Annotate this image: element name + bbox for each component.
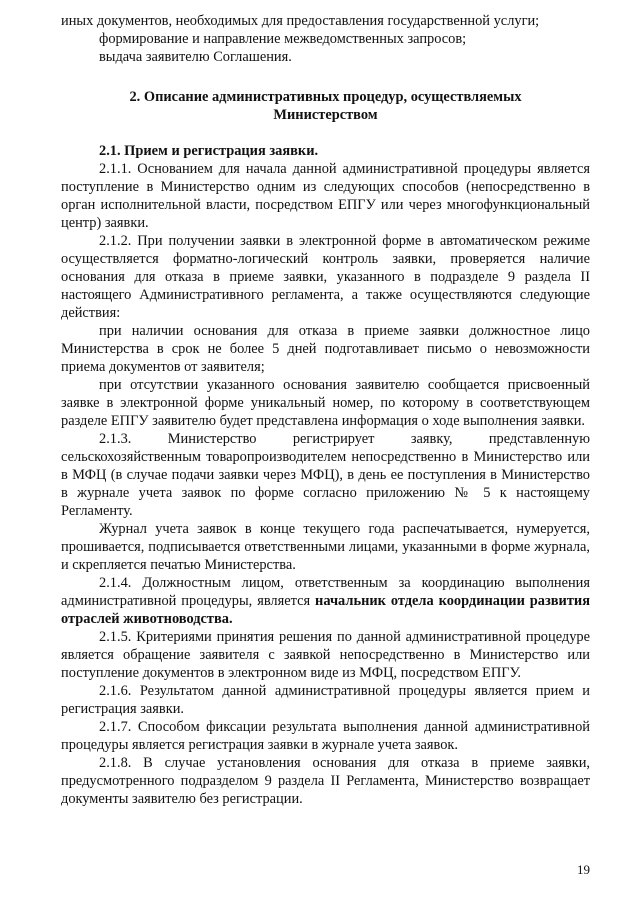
- paragraph-2-1-4-bold: начальник отдела координации развития отраслей животноводства.: [61, 593, 590, 627]
- section-title-line-2: Министерством: [273, 107, 378, 123]
- paragraph-2-1-3: 2.1.3. Министерство регистрирует заявку, представленную сельскохозяйственным товаропроизводителем непосредственно в Министерство или в МФЦ (в случае подачи заявки через МФЦ), в день ее поступления в Министерство в журнале учета заявок по форме согласно приложению № 5 к настоящему Регламенту.: [61, 431, 590, 519]
- document-body: [61, 12, 590, 808]
- intro-line-1: иных документов, необходимых для предоставления государственной услуги;: [61, 13, 540, 29]
- intro-line-2: формирование и направление межведомственных запросов;: [99, 31, 467, 47]
- paragraph-2-1-5: 2.1.5. Критериями принятия решения по данной административной процедуре является обращение заявителя с заявкой непосредственно в Министерство или поступление документов в электронном виде из МФЦ, посредством ЕПГУ.: [61, 629, 590, 681]
- intro-line-3: выдача заявителю Соглашения.: [99, 49, 292, 65]
- paragraph-2-1-2-b: при отсутствии указанного основания заявителю сообщается присвоенный заявке в электронной форме уникальный номер, по которому в соответствующем разделе ЕПГУ заявителю будет представлена информация о ходе выполнения заявки.: [61, 377, 590, 429]
- section-title: [61, 88, 590, 124]
- paragraph-2-1-2: 2.1.2. При получении заявки в электронной форме в автоматическом режиме осуществляется форматно-логический контроль заявки, проверяется наличие основания для отказа в приеме заявки, указанного в подразделе 9 раздела II настоящего Административного регламента, а также осуществляются следующие действия:: [61, 233, 590, 321]
- paragraph-2-1-6: 2.1.6. Результатом данной административной процедуры является прием и регистрация заявки.: [61, 683, 590, 717]
- paragraph-2-1-3-b: Журнал учета заявок в конце текущего года распечатывается, нумеруется, прошивается, подписывается ответственными лицами, указанными в форме журнала, и скрепляется печатью Министерства.: [61, 521, 590, 573]
- paragraph-2-1-8: 2.1.8. В случае установления основания для отказа в приеме заявки, предусмотренного подразделом 9 раздела II Регламента, Министерство возвращает документы заявителю без регистрации.: [61, 755, 590, 807]
- paragraph-2-1-4: [61, 574, 590, 628]
- paragraph-2-1-2-a: при наличии основания для отказа в приеме заявки должностное лицо Министерства в срок не более 5 дней подготавливает письмо о невозможности приема документов от заявителя;: [61, 323, 590, 375]
- paragraph-2-1-4-text: 2.1.4. Должностным лицом, ответственным за координацию выполнения административной процедуры, является: [61, 575, 590, 609]
- page-number: 19: [577, 862, 590, 877]
- paragraph-2-1-7: 2.1.7. Способом фиксации результата выполнения данной административной процедуры является регистрация заявки в журнале учета заявок.: [61, 719, 590, 753]
- paragraph-2-1-1: 2.1.1. Основанием для начала данной административной процедуры является поступление в Министерство одним из следующих способов (непосредственно в орган исполнительной власти, посредством ЕПГУ или через многофункциональный центр) заявки.: [61, 161, 590, 231]
- section-title-line-1: 2. Описание административных процедур, осуществляемых: [129, 89, 522, 105]
- subsection-title: 2.1. Прием и регистрация заявки.: [99, 143, 319, 159]
